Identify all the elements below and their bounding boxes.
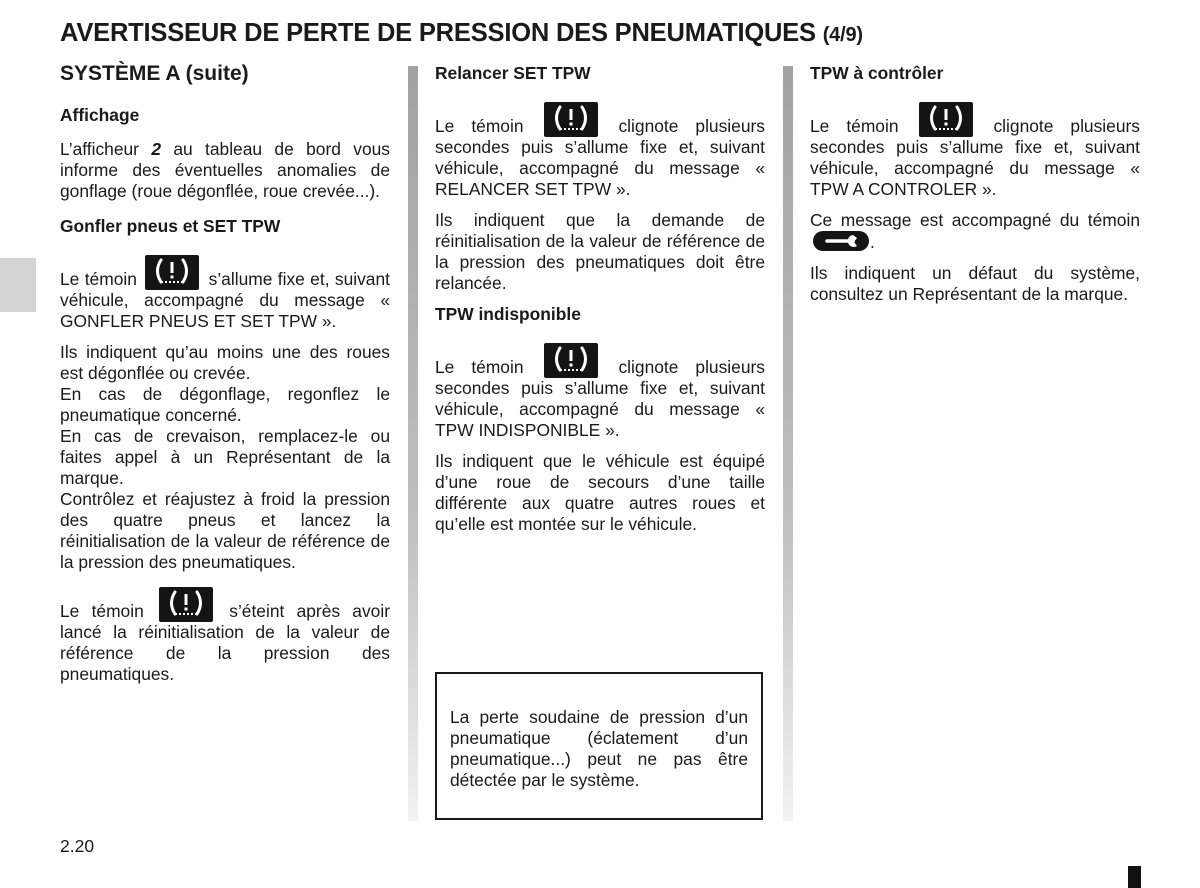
paragraph-indiquent-3: En cas de crevaison, remplacez-le ou faites appel à un Représentant de la marque. [60,426,390,488]
paragraph-eteint [60,587,390,685]
paragraph-relancer-2: Ils indiquent que la demande de réinitialisation de la valeur de référence de la pression des pneumatiques doit être relancée. [435,210,765,293]
paragraph-indiquent-1: Ils indiquent qu’au moins une des roues est dégonflée ou crevée. [60,342,390,383]
heading-relancer: Relancer SET TPW [435,63,591,83]
page-title-part: (4/9) [822,24,863,46]
column-divider [408,66,418,821]
column-left [60,105,390,695]
corner-mark [1128,866,1141,888]
paragraph-indiquent-4: Contrôlez et réajustez à froid la pression des quatre pneus et lancez la réinitialisation de la valeur de référence de la pression des pneumatiques. [60,489,390,572]
display-number: 2 [151,139,161,159]
column-right [810,63,1140,315]
section-title: SYSTÈME A (suite) [60,62,249,85]
heading-controler: TPW à contrôler [810,63,944,83]
heading-indisponible: TPW indisponible [435,304,581,324]
text: Le témoin [435,116,524,136]
paragraph-controler [810,102,1140,200]
paragraph-gonfler [60,255,390,332]
text: Ce message est accompagné du témoin [810,210,1140,230]
note-text: La perte soudaine de pression d’un pneumatique (éclatement d’un pneumatique...) peut ne pas être détectée par le système. [450,707,748,790]
paragraph-message [810,210,1140,253]
tyre-pressure-warning-icon [145,255,199,290]
page-number: 2.20 [60,836,95,856]
column-divider [783,66,793,821]
text: Le témoin [60,601,144,621]
page-title-text: AVERTISSEUR DE PERTE DE PRESSION DES PNEUMATIQUES [60,19,816,47]
text: Le témoin [810,116,899,136]
text: Le témoin [60,269,137,289]
tyre-pressure-warning-icon [919,102,973,137]
text: . [870,232,875,252]
page-title [60,19,863,48]
paragraph-affichage [60,139,390,202]
text: au tableau de bord vous informe des éventuelles anomalies de gonflage (roue dégonflée, roue crevée...). [60,139,390,201]
note-box [435,672,763,820]
text: L’afficheur [60,139,152,159]
paragraph-relancer [435,102,765,200]
text: s’éteint après avoir lancé la réinitialisation de la valeur de référence de la pression des pneumatiques. [60,601,390,684]
chapter-tab [0,258,36,312]
text: Le témoin [435,357,524,377]
tyre-pressure-warning-icon [544,102,598,137]
paragraph-defaut: Ils indiquent un défaut du système, consultez un Représentant de la marque. [810,263,1140,304]
paragraph-indiquent-2: En cas de dégonflage, regonflez le pneumatique concerné. [60,384,390,425]
text: s’allume fixe et, suivant véhicule, accompagné du message « GONFLER PNEUS ET SET TPW ». [60,269,390,331]
text: clignote plusieurs secondes puis s’allume fixe et, suivant véhicule, accompagné du message « TPW INDISPONIBLE ». [435,357,765,440]
wrench-icon [813,231,869,251]
heading-gonfler: Gonfler pneus et SET TPW [60,216,281,236]
text: clignote plusieurs secondes puis s’allume fixe et, suivant véhicule, accompagné du message « RELANCER SET TPW ». [435,116,765,199]
tyre-pressure-warning-icon [159,587,213,622]
column-middle [435,63,765,545]
paragraph-indisponible [435,343,765,441]
heading-affichage: Affichage [60,105,140,125]
tyre-pressure-warning-icon [544,343,598,378]
text: clignote plusieurs secondes puis s’allume fixe et, suivant véhicule, accompagné du message « TPW A CONTROLER ». [810,116,1140,199]
paragraph-indisponible-2: Ils indiquent que le véhicule est équipé d’une roue de secours d’une taille différente aux quatre autres roues et qu’elle est montée sur le véhicule. [435,451,765,534]
